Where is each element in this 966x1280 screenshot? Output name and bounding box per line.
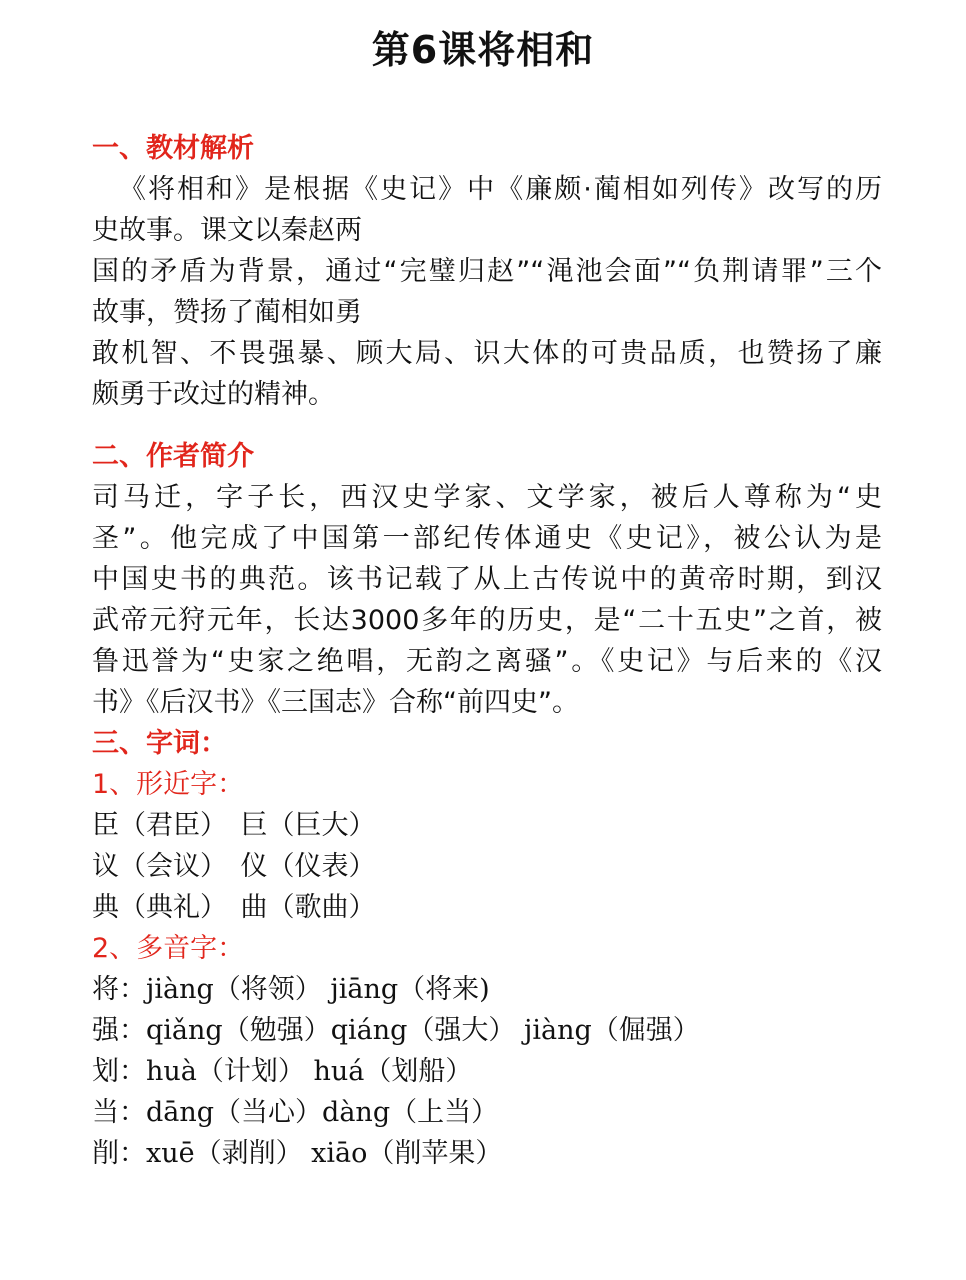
similar-characters-line: 议（会议） 仪（仪表） bbox=[92, 851, 376, 882]
polyphonic-character-line: 将：jiàng（将领） jiāng（将来) bbox=[92, 974, 490, 1005]
section-heading-words: 三、字词： bbox=[92, 728, 227, 759]
subheading-polyphonic-characters: 2、多音字： bbox=[92, 933, 245, 964]
paragraph-line: 敢机智、不畏强暴、顾大局、识大体的可贵品质，也赞扬了廉 bbox=[92, 338, 882, 369]
paragraph-line: 司马迁，字子长，西汉史学家、文学家，被后人尊称为“史 bbox=[92, 482, 882, 513]
paragraph-line: 圣”。他完成了中国第一部纪传体通史《史记》，被公认为是 bbox=[92, 523, 882, 554]
paragraph-line: 中国史书的典范。该书记载了从上古传说中的黄帝时期，到汉 bbox=[92, 564, 882, 595]
paragraph-line: 书》《后汉书》《三国志》合称“前四史”。 bbox=[92, 687, 579, 718]
paragraph-line: 史故事。课文以秦赵两 bbox=[92, 215, 362, 246]
subheading-similar-characters: 1、形近字： bbox=[92, 769, 245, 800]
page-title: 第6课将相和 bbox=[371, 28, 595, 72]
similar-characters-line: 臣（君臣） 巨（巨大） bbox=[92, 810, 376, 841]
document-body bbox=[92, 128, 882, 1174]
polyphonic-character-line: 强：qiǎng（勉强）qiáng（强大） jiàng（倔强） bbox=[92, 1015, 700, 1046]
paragraph-line: 武帝元狩元年，长达3000多年的历史，是“二十五史”之首，被 bbox=[92, 605, 882, 636]
section-heading-textbook-analysis: 一、教材解析 bbox=[92, 133, 254, 164]
paragraph-line: 国的矛盾为背景，通过“完璧归赵”“渑池会面”“负荆请罪”三个 bbox=[92, 256, 882, 287]
polyphonic-character-line: 削：xuē（剥削） xiāo（削苹果） bbox=[92, 1138, 503, 1169]
section-heading-author-intro: 二、作者简介 bbox=[92, 441, 254, 472]
similar-characters-line: 典（典礼） 曲（歌曲） bbox=[92, 892, 376, 923]
paragraph-line: 颇勇于改过的精神。 bbox=[92, 379, 335, 410]
paragraph-line: 故事，赞扬了蔺相如勇 bbox=[92, 297, 362, 328]
polyphonic-character-line: 划：huà（计划） huá（划船） bbox=[92, 1056, 473, 1087]
paragraph-line: 《将相和》是根据《史记》中《廉颇·蔺相如列传》改写的历 bbox=[119, 174, 882, 205]
polyphonic-character-line: 当：dāng（当心）dàng（上当） bbox=[92, 1097, 499, 1128]
paragraph-line: 鲁迅誉为“史家之绝唱，无韵之离骚”。《史记》与后来的《汉 bbox=[92, 646, 882, 677]
